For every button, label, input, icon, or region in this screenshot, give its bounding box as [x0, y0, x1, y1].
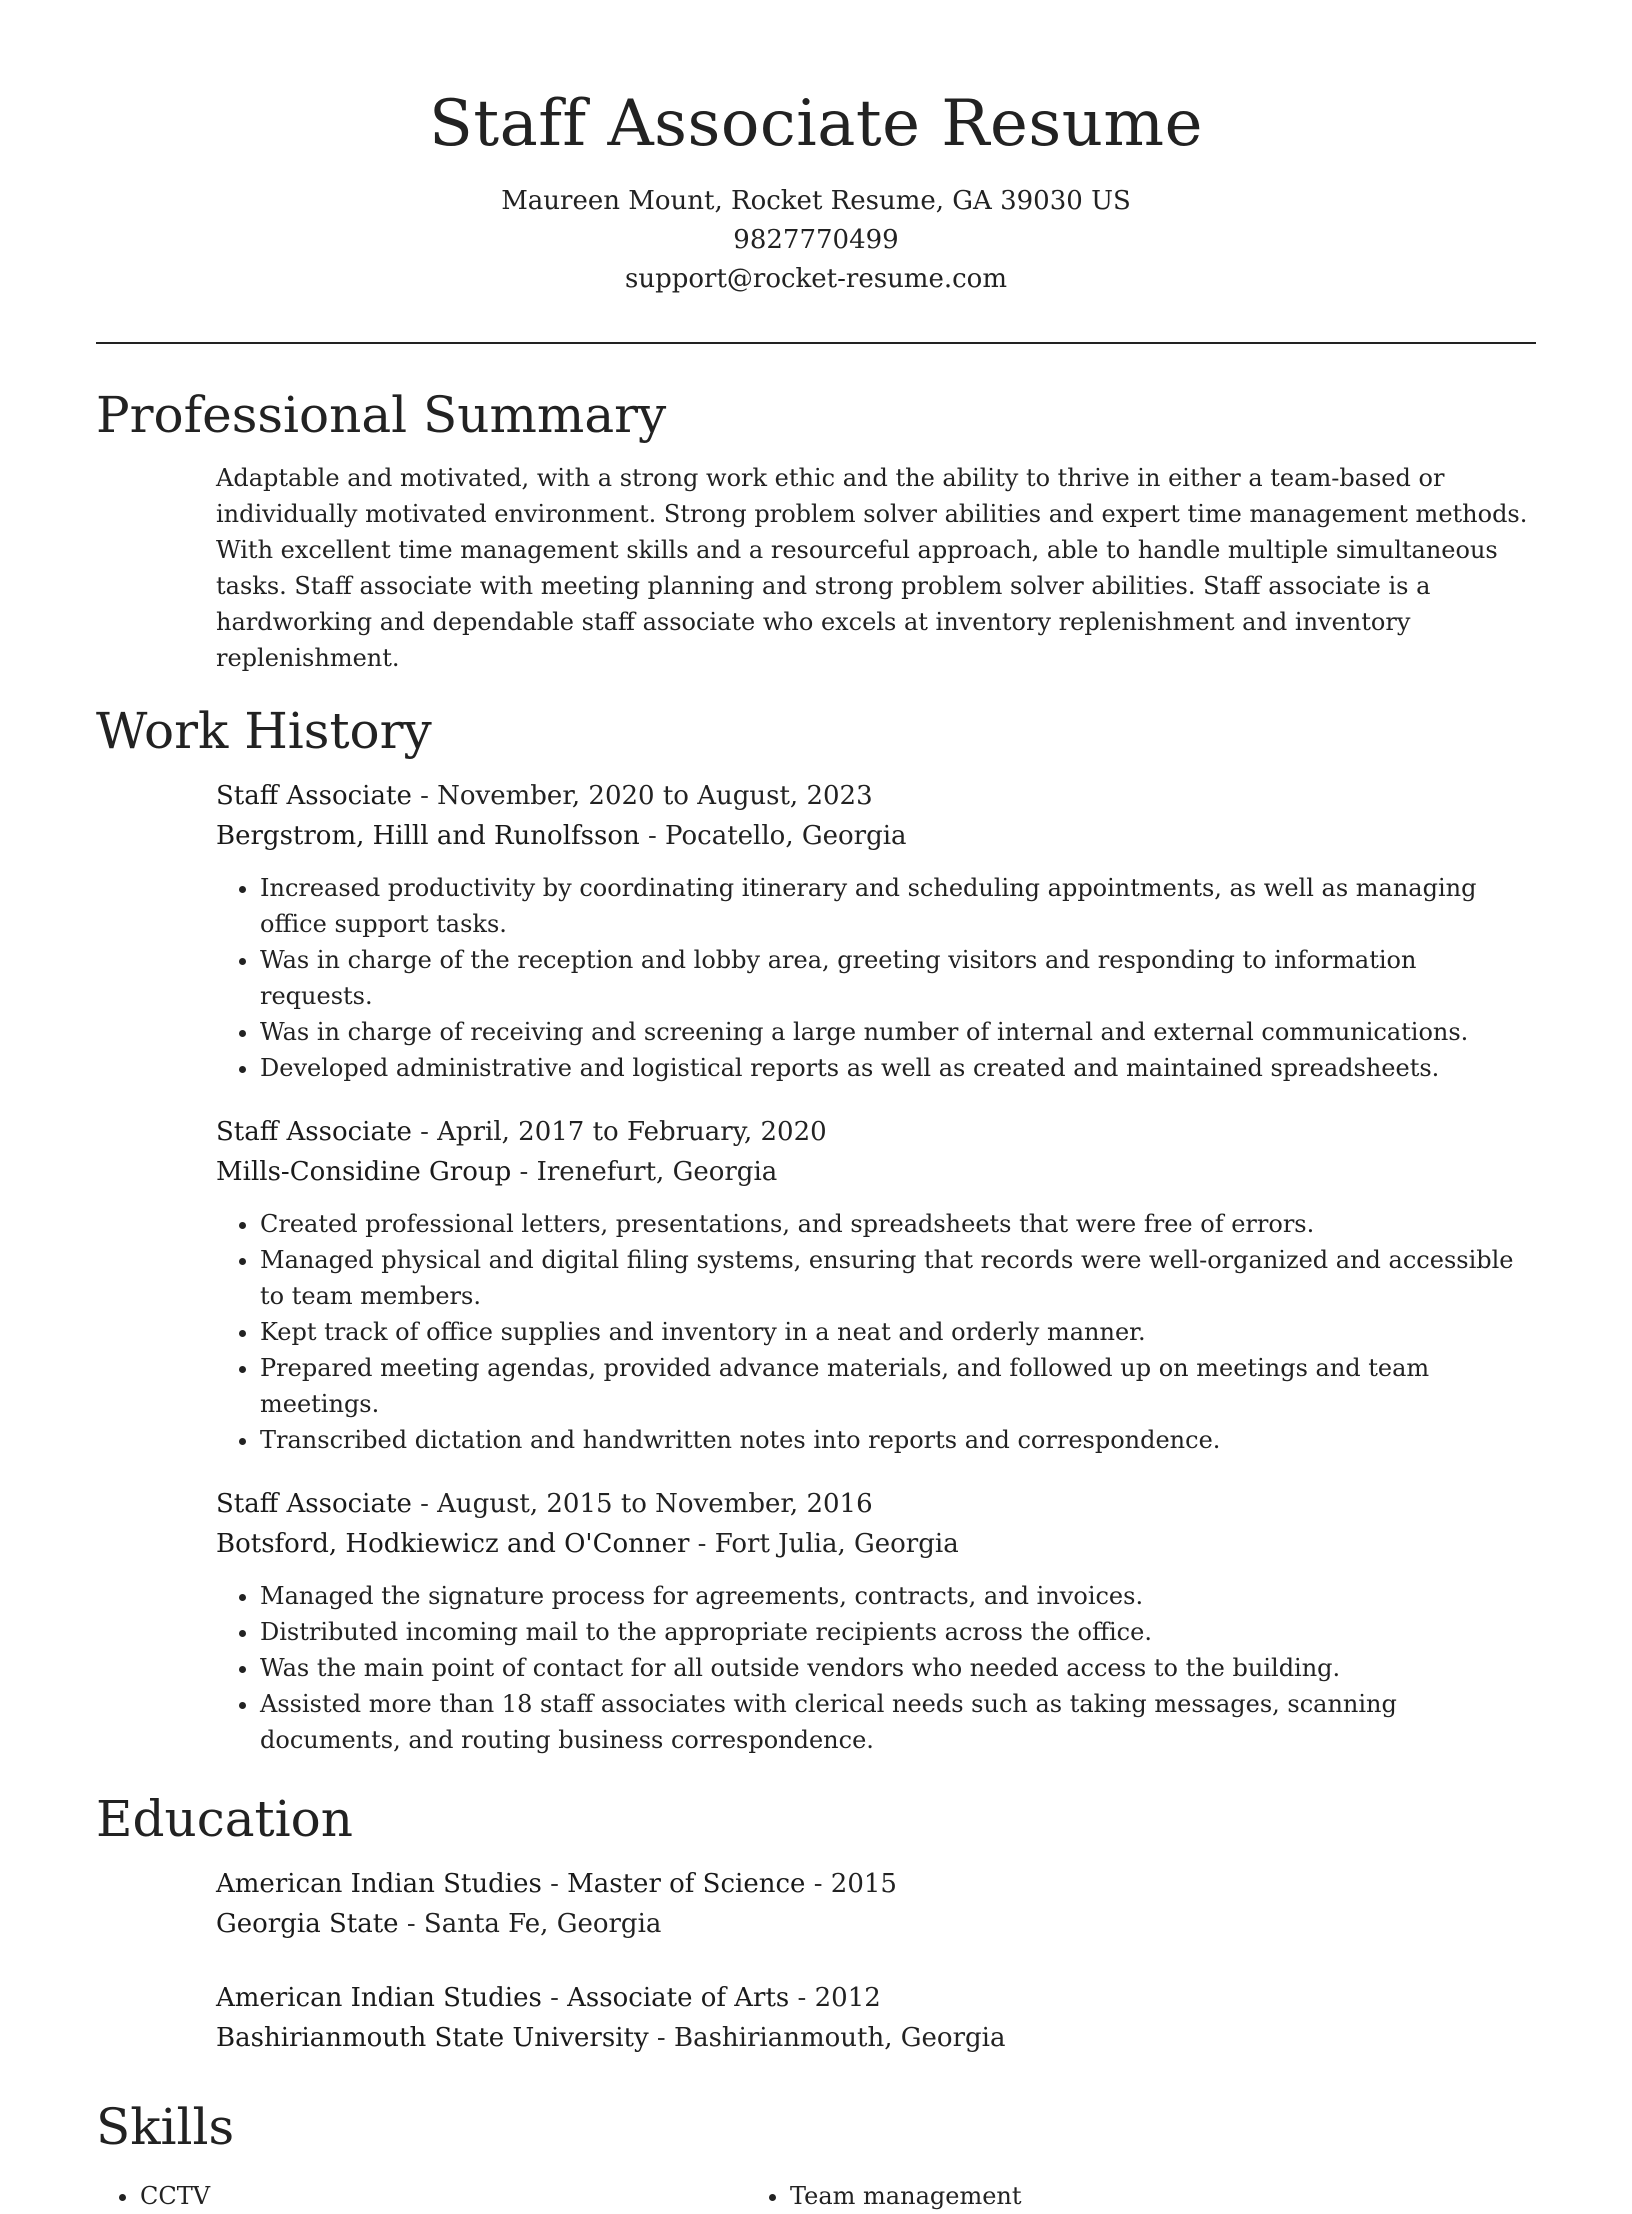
- separator: -: [541, 1869, 568, 1899]
- skills-heading: Skills: [96, 2098, 235, 2156]
- separator: -: [789, 1983, 815, 2013]
- contact-address: Maureen Mount, Rocket Resume, GA 39030 US: [501, 186, 1131, 216]
- separator: -: [805, 1869, 831, 1899]
- summary-section: [96, 380, 1536, 676]
- list-item: • Was the main point of contact for all outside vendors who needed access to the building.: [260, 1650, 1536, 1686]
- education-degree: Master of Science: [567, 1869, 806, 1899]
- skill-item: • CCTV: [140, 2178, 746, 2214]
- education-school: Bashirianmouth State University: [216, 2023, 649, 2053]
- education-field: American Indian Studies: [216, 1983, 542, 2013]
- job-title-line: [216, 1112, 1536, 1152]
- work-history-body: [216, 776, 1536, 1758]
- education-body: [216, 1864, 1536, 2058]
- job-title-line: [216, 776, 1536, 816]
- separator: -: [411, 1117, 438, 1147]
- education-year: 2015: [830, 1869, 897, 1899]
- header-divider: [96, 342, 1536, 344]
- job-title: Staff Associate: [216, 1489, 412, 1519]
- summary-heading: Professional Summary: [96, 386, 667, 444]
- education-location: Santa Fe, Georgia: [423, 1909, 662, 1939]
- separator: -: [541, 1983, 568, 2013]
- job-title: Staff Associate: [216, 1117, 412, 1147]
- education-entry: [216, 1864, 1536, 1944]
- list-item: • Transcribed dictation and handwritten notes into reports and correspondence.: [260, 1422, 1536, 1458]
- list-item: • Developed administrative and logistical reports as well as created and maintained spreadsheets.: [260, 1050, 1536, 1086]
- job-entry: [216, 776, 1536, 1086]
- skills-column-right: [746, 2178, 1396, 2214]
- job-dates: August, 2015 to November, 2016: [437, 1489, 873, 1519]
- list-item: • Managed physical and digital filing systems, ensuring that records were well-organized and accessible to team members.: [260, 1242, 1536, 1314]
- job-dates: April, 2017 to February, 2020: [437, 1117, 827, 1147]
- school-line: [216, 1904, 1536, 1944]
- list-item: • Distributed incoming mail to the appropriate recipients across the office.: [260, 1614, 1536, 1650]
- work-history-heading: Work History: [96, 702, 432, 760]
- education-location: Bashirianmouth, Georgia: [673, 2023, 1006, 2053]
- degree-line: [216, 1978, 1536, 2018]
- skills-column-left: [96, 2178, 746, 2214]
- skills-section: [96, 2092, 1536, 2214]
- education-entry: [216, 1978, 1536, 2058]
- education-heading: Education: [96, 1790, 353, 1848]
- list-item: • Created professional letters, presentations, and spreadsheets that were free of errors.: [260, 1206, 1536, 1242]
- separator: -: [411, 1489, 438, 1519]
- education-section: [96, 1784, 1536, 2058]
- school-line: [216, 2018, 1536, 2058]
- job-company-line: [216, 816, 1536, 856]
- separator: -: [398, 1909, 424, 1939]
- list-item: • Was in charge of receiving and screening a large number of internal and external communications.: [260, 1014, 1536, 1050]
- job-location: Pocatello, Georgia: [665, 821, 907, 851]
- separator: -: [689, 1529, 715, 1559]
- list-item: • Increased productivity by coordinating itinerary and scheduling appointments, as well as managing office support tasks.: [260, 870, 1536, 942]
- contact-email: support@rocket-resume.com: [624, 264, 1007, 294]
- contact-phone: 9827770499: [733, 225, 899, 255]
- skills-list: [96, 2172, 1536, 2214]
- job-company: Mills-Considine Group: [216, 1157, 512, 1187]
- summary-body: [216, 460, 1536, 676]
- job-company-line: [216, 1152, 1536, 1192]
- summary-text: Adaptable and motivated, with a strong work ethic and the ability to thrive in either a team-based or individually motivated environment. Strong problem solver abilities and expert time management methods. With excellent time management skills and a resourceful approach, able to handle multiple simultaneous tasks. Staff associate with meeting planning and strong problem solver abilities. Staff associate is a hardworking and dependable staff associate who excels at inventory replenishment and inventory replenishment.: [216, 464, 1528, 672]
- job-bullets: [216, 870, 1536, 1086]
- job-dates: November, 2020 to August, 2023: [437, 781, 873, 811]
- job-entry: [216, 1484, 1536, 1758]
- list-item: • Assisted more than 18 staff associates with clerical needs such as taking messages, scanning documents, and routing business correspondence.: [260, 1686, 1536, 1758]
- job-company: Botsford, Hodkiewicz and O'Conner: [216, 1529, 690, 1559]
- list-item: • Managed the signature process for agreements, contracts, and invoices.: [260, 1578, 1536, 1614]
- education-field: American Indian Studies: [216, 1869, 542, 1899]
- skill-item: • Team management: [790, 2178, 1396, 2214]
- list-item: • Prepared meeting agendas, provided advance materials, and followed up on meetings and team meetings.: [260, 1350, 1536, 1422]
- list-item: • Kept track of office supplies and inventory in a neat and orderly manner.: [260, 1314, 1536, 1350]
- page-title: Staff Associate Resume: [429, 87, 1203, 161]
- education-year: 2012: [814, 1983, 881, 2013]
- job-location: Irenefurt, Georgia: [536, 1157, 778, 1187]
- education-degree: Associate of Arts: [567, 1983, 790, 2013]
- job-company: Bergstrom, Hilll and Runolfsson: [216, 821, 640, 851]
- resume-header: [96, 80, 1536, 299]
- job-title: Staff Associate: [216, 781, 412, 811]
- resume-content: [96, 380, 1536, 2214]
- list-item: • Was in charge of the reception and lobby area, greeting visitors and responding to information requests.: [260, 942, 1536, 1014]
- job-bullets: [216, 1206, 1536, 1458]
- work-history-section: [96, 696, 1536, 1758]
- degree-line: [216, 1864, 1536, 1904]
- job-company-line: [216, 1524, 1536, 1564]
- job-entry: [216, 1112, 1536, 1458]
- separator: -: [511, 1157, 537, 1187]
- separator: -: [639, 821, 666, 851]
- separator: -: [648, 2023, 674, 2053]
- job-bullets: [216, 1578, 1536, 1758]
- education-school: Georgia State: [216, 1909, 399, 1939]
- job-location: Fort Julia, Georgia: [714, 1529, 959, 1559]
- separator: -: [411, 781, 438, 811]
- job-title-line: [216, 1484, 1536, 1524]
